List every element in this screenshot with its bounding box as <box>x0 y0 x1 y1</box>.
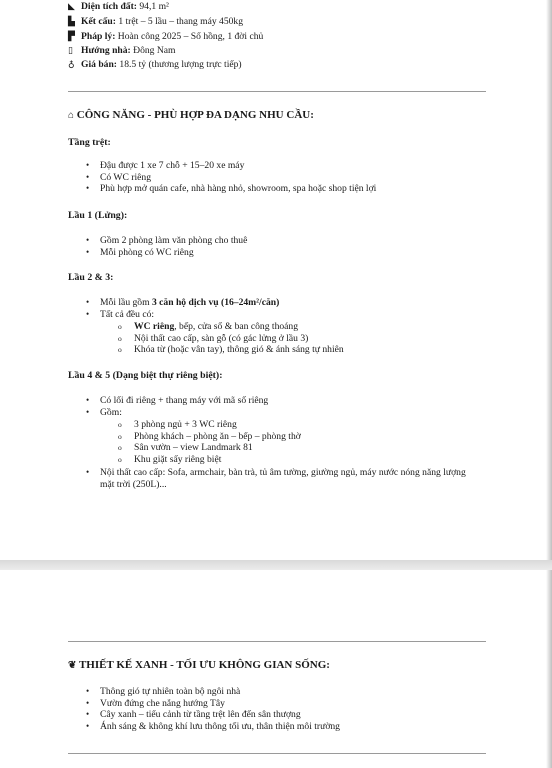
page-edge-shadow <box>546 0 552 560</box>
green-title-text: THIẾT KẾ XANH - TỐI ƯU KHÔNG GIAN SỐNG: <box>78 659 330 671</box>
list-item: • Có WC riêng <box>86 172 376 184</box>
list-item: • Gồm 2 phòng làm văn phòng cho thuê <box>86 235 247 247</box>
list-item: • Mỗi phòng có WC riêng <box>86 247 247 259</box>
list-item: • Gồm: <box>86 407 268 419</box>
floor23-heading: Lầu 2 & 3: <box>68 272 114 283</box>
ground-heading: Tầng trệt: <box>68 137 111 148</box>
list-item: • Ánh sáng & không khí lưu thông tối ưu, thân thiện môi trường <box>86 721 340 733</box>
legal-line <box>68 30 263 43</box>
wc-bold: WC riêng <box>134 321 175 332</box>
area-line <box>68 0 169 13</box>
green-section-title <box>68 659 330 671</box>
divider <box>68 91 486 92</box>
area-label: Diện tích đất: <box>81 1 137 12</box>
ruler-triangle-icon: ◣ <box>68 1 75 11</box>
structure-value: 1 trệt – 5 lầu – thang máy 450kg <box>118 16 244 27</box>
function-title-text: CÔNG NĂNG - PHÙ HỢP ĐA DẠNG NHU CẦU: <box>76 109 314 121</box>
price-line <box>68 58 242 71</box>
compass-icon: ▯ <box>68 45 73 55</box>
list-item: • Tất cả đều có: <box>86 309 279 321</box>
list-item: • Cây xanh – tiểu cảnh từ tầng trệt lên đến sân thượng <box>86 709 340 721</box>
sub-list-item: o Phòng khách – phòng ăn – bếp – phòng thờ <box>118 431 301 443</box>
legal-label: Pháp lý: <box>81 31 116 42</box>
green-list <box>86 686 340 732</box>
area-value: 94,1 m² <box>139 1 169 12</box>
house-icon: ⌂ <box>68 110 75 121</box>
divider <box>68 753 486 754</box>
floor45-list <box>86 395 268 418</box>
divider <box>68 641 486 642</box>
floor1-list <box>86 235 247 258</box>
structure-line <box>68 15 243 28</box>
sub-list-item <box>118 321 344 333</box>
sub-list-item: o Nội thất cao cấp, sàn gỗ (có gác lửng ở lầu 3) <box>118 333 344 345</box>
structure-label: Kết cấu: <box>81 16 116 27</box>
page-edge-shadow-2 <box>546 570 552 768</box>
price-value: 18.5 tỷ (thương lượng trực tiếp) <box>119 59 242 70</box>
direction-line <box>68 44 176 57</box>
list-item: • Nội thất cao cấp: Sofa, armchair, bàn trà, tủ âm tường, giường ngủ, máy nước nóng năng lượng mặt trời (250L)... <box>86 467 480 490</box>
list-item <box>86 297 279 309</box>
price-label: Giá bán: <box>81 59 117 70</box>
sub-list-item: o 3 phòng ngủ + 3 WC riêng <box>118 419 301 431</box>
floor23-sublist <box>118 321 344 356</box>
sub1-rest: , bếp, cửa sổ & ban công thoáng <box>174 321 299 332</box>
sub-list-item: o Khu giặt sấy riêng biệt <box>118 454 301 466</box>
ground-list <box>86 160 376 195</box>
list-item: • Thông gió tự nhiên toàn bộ ngôi nhà <box>86 686 340 698</box>
money-bag-icon: ♁ <box>68 59 75 69</box>
legal-value: Hoàn công 2025 – Sổ hồng, 1 đời chủ <box>117 31 264 42</box>
list-item: • Phù hợp mở quán cafe, nhà hàng nhỏ, showroom, spa hoặc shop tiện lợi <box>86 183 376 195</box>
floor45-sublist <box>118 419 301 465</box>
list-item: • Đậu được 1 xe 7 chỗ + 15–20 xe máy <box>86 160 376 172</box>
list-item: • Vườn đứng che nắng hướng Tây <box>86 698 340 710</box>
sub-list-item: o Sân vườn – view Landmark 81 <box>118 442 301 454</box>
floor45-heading: Lầu 4 & 5 (Dạng biệt thự riêng biệt): <box>68 370 223 381</box>
building-icon: ▙ <box>68 16 75 26</box>
sub-list-item: o Khóa từ (hoặc vân tay), thông gió & ánh sáng tự nhiên <box>118 344 344 356</box>
list-item: • Có lối đi riêng + thang máy với mã số riêng <box>86 395 268 407</box>
floor45-list-2 <box>86 467 480 490</box>
floor23-list <box>86 297 279 320</box>
function-section-title <box>68 109 314 121</box>
leaf-icon: ❦ <box>68 660 77 671</box>
direction-label: Hướng nhà: <box>81 45 131 56</box>
floor23-item1-pre: Mỗi lầu gồm <box>100 297 152 308</box>
floor23-item1-bold: 3 căn hộ dịch vụ (16–24m²/căn) <box>151 297 280 308</box>
floor1-heading: Lầu 1 (Lửng): <box>68 210 128 221</box>
direction-value: Đông Nam <box>133 45 176 56</box>
document-icon: ▛ <box>68 31 75 41</box>
page-gap <box>0 560 552 570</box>
